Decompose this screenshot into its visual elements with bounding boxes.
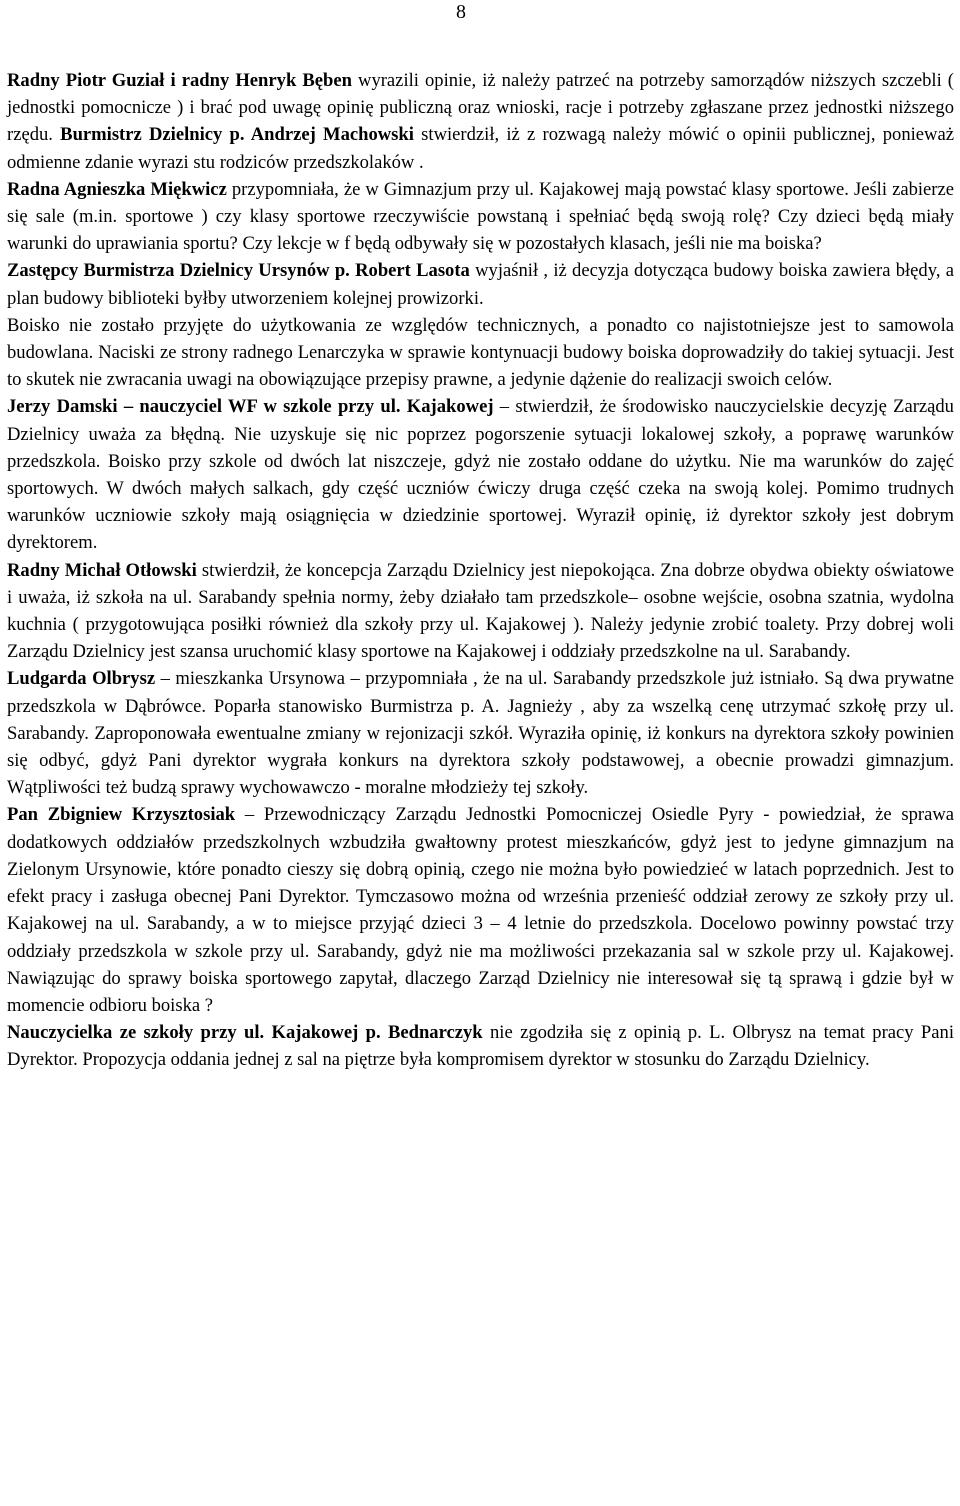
- paragraph-damski: [7, 393, 954, 556]
- speaker-name: Radna Agnieszka Miękwicz: [7, 178, 227, 200]
- paragraph-otlowski: [7, 557, 954, 666]
- paragraph-miekwicz: [7, 176, 954, 258]
- speaker-name: Burmistrz Dzielnicy p. Andrzej Machowski: [60, 124, 414, 146]
- speaker-name: Jerzy Damski – nauczyciel WF w szkole przy ul. Kajakowej: [7, 396, 494, 418]
- paragraph-olbrysz: [7, 665, 954, 801]
- paragraph-text: przypomniała, że w Gimnazjum przy ul. Kajakowej mają powstać klasy sportowe. Jeśli zabierze się sale (m.in. sportowe ) czy klasy sportowe rzeczywiście powstaną i spełniać będą swoją rolę? Czy dzieci będą miały warunki do uprawiania sportu? Czy lekcje w f będą odbywały się w pozostałych klasach, jeśli nie ma boiska?: [7, 178, 954, 255]
- page-number: 8: [456, 1, 466, 23]
- speaker-name: Ludgarda Olbrysz: [7, 668, 156, 690]
- document-body: [7, 67, 954, 1074]
- paragraph-text: stwierdził, iż z rozwagą należy mówić o opinii publicznej, ponieważ odmienne zdanie wyrazi stu rodziców przedszkolaków .: [7, 124, 954, 173]
- speaker-name: Pan Zbigniew Krzysztosiak: [7, 804, 236, 826]
- paragraph-text: Boisko nie zostało przyjęte do użytkowania ze względów technicznych, a ponadto co najistotniejsze jest to samowola budowlana. Naciski ze strony radnego Lenarczyka w sprawie kontynuacji budowy boiska doprowadziły do takiej sytuacji. Jest to skutek nie zwracania uwagi na obowiązujące przepisy prawne, a jedynie dążenie do realizacji swoich celów.: [7, 314, 954, 391]
- paragraph-text: wyrazili opinie, iż należy patrzeć na potrzeby samorządów niższych szczebli ( jednostki pomocnicze ) i brać pod uwagę opinię publiczną oraz wnioski, racje i potrzeby zgłaszane przez jednostki niższego rzędu.: [7, 70, 954, 146]
- paragraph-text: stwierdził, że koncepcja Zarządu Dzielnicy jest niepokojąca. Zna dobrze obydwa obiekty oświatowe i uważa, iż szkoła na ul. Sarabandy spełnia normy, żeby działało tam przedszkole– osobne wejście, osobna szatnia, wydolna kuchnia ( przygotowująca posiłki również dla szkoły przy ul. Kajakowej ). Należy jedynie zrobić toalety. Przy dobrej woli Zarządu Dzielnicy jest szansa uruchomić klasy sportowe na Kajakowej i oddziały przedszkolne na ul. Sarabandy.: [7, 559, 955, 663]
- speaker-name: Nauczycielka ze szkoły przy ul. Kajakowej p. Bednarczyk: [7, 1022, 483, 1044]
- paragraph-bednarczyk: [7, 1019, 954, 1073]
- paragraph-text: – mieszkanka Ursynowa – przypomniała , że na ul. Sarabandy przedszkole już istniało. Są dwa prywatne przedszkola w Dąbrówce. Poparła stanowisko Burmistrza p. A. Jagnieży , aby za wszelką cenę utrzymać szkołę przy ul. Sarabandy. Zaproponowała ewentualne zmiany w rejonizacji szkół. Wyraziła opinię, iż konkurs na dyrektora szkoły powinien się odbyć, gdyż Pani dyrektor wygrała konkurs na dyrektora szkoły podstawowej, a obecnie prowadzi gimnazjum. Wątpliwości też budzą sprawy wychowawczo - moralne młodzieży tej szkoły.: [7, 668, 954, 799]
- paragraph-text: – Przewodniczący Zarządu Jednostki Pomocniczej Osiedle Pyry - powiedział, że sprawa dodatkowych oddziałów przedszkolnych wzbudziła gwałtowny protest mieszkańców, gdyż jest to jedyne gimnazjum na Zielonym Ursynowie, które ponadto cieszy się dobrą opinią, czego nie można było powiedzieć w latach poprzednich. Jest to efekt pracy i zasługa obecnej Pani Dyrektor. Tymczasowo można od września przenieść oddział zerowy ze szkoły przy ul. Kajakowej na ul. Sarabandy, a w to miejsce przyjąć dzieci 3 – 4 letnie do przedszkola. Docelowo powinny powstać trzy oddziały przedszkola w szkole przy ul. Sarabandy, gdyż nie ma możliwości przekazania sal w szkole przy ul. Kajakowej. Nawiązując do sprawy boiska sportowego zapytał, dlaczego Zarząd Dzielnicy nie interesował się tą sprawą i gdzie był w momencie odbioru boiska ?: [7, 804, 954, 1016]
- paragraph-text: nie zgodziła się z opinią p. L. Olbrysz na temat pracy Pani Dyrektor. Propozycja oddania jednej z sal na piętrze była kompromisem dyrektor w stosunku do Zarządu Dzielnicy.: [7, 1022, 954, 1071]
- paragraph-text: – stwierdził, że środowisko nauczycielskie decyzję Zarządu Dzielnicy uważa za błędną. Nie uzyskuje się nic poprzez pogorszenie sytuacji lokalowej szkoły, a poprawę warunków przedszkola. Boisko przy szkole od dwóch lat niszczeje, gdyż nie zostało oddane do użytku. Nie ma warunków do zajęć sportowych. W dwóch małych salkach, gdy część uczniów ćwiczy druga część czeka na swoją kolej. Pomimo trudnych warunków uczniowie szkoły mają osiągnięcia w dziedzinie sportowej. Wyraził opinię, iż dyrektor szkoły jest dobrym dyrektorem.: [7, 396, 954, 554]
- paragraph-guzial-beben: [7, 67, 954, 176]
- paragraph-lasota: [7, 257, 954, 311]
- paragraph-boisko: [7, 312, 954, 394]
- paragraph-text: wyjaśnił , iż decyzja dotycząca budowy boiska zawiera błędy, a plan budowy biblioteki byłby utworzeniem kolejnej prowizorki.: [7, 260, 954, 309]
- paragraph-krzysztosiak: [7, 801, 954, 1019]
- speaker-name: Zastępcy Burmistrza Dzielnicy Ursynów p. Robert Lasota: [7, 260, 470, 282]
- speaker-name: Radny Piotr Guział i radny Henryk Bęben: [7, 70, 352, 91]
- speaker-name: Radny Michał Otłowski: [7, 559, 197, 581]
